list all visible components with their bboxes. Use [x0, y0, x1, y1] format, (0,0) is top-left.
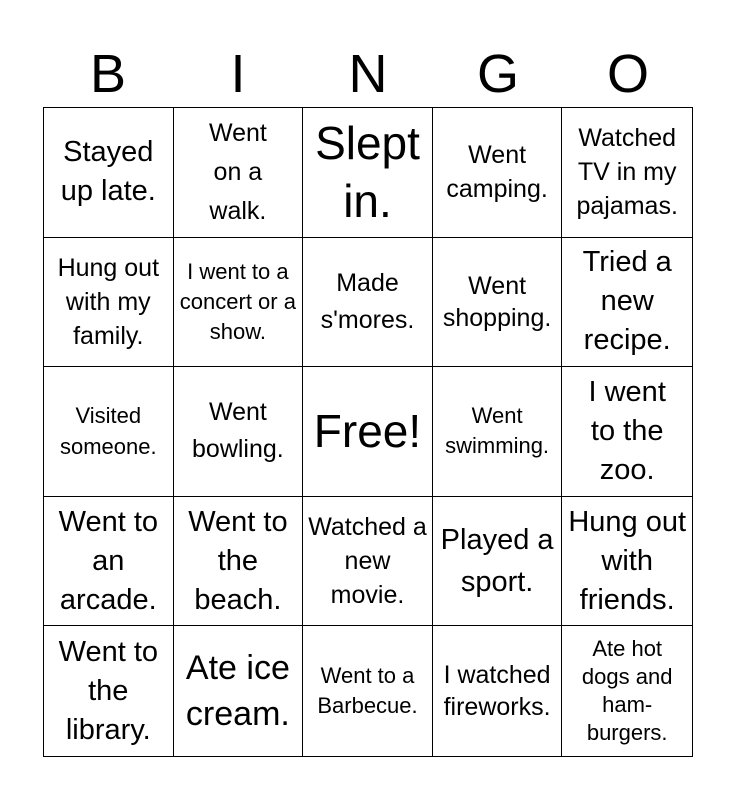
cell-text: Went to a Barbecue. [317, 663, 418, 719]
cell-text: I went to the zoo. [588, 375, 666, 486]
bingo-cell[interactable] [174, 108, 304, 238]
cell-text: Hung out with friends. [568, 505, 687, 616]
cell-text: Played a sport. [440, 524, 554, 599]
cell-text: Went bowling. [192, 398, 284, 464]
bingo-cell[interactable] [174, 238, 304, 368]
header-letter-n: N [348, 44, 388, 104]
cell-text: Slept in. [315, 117, 420, 228]
header-letter-g: G [476, 44, 519, 104]
cell-text: I watched fireworks. [443, 661, 551, 722]
header-letter-i: I [230, 44, 246, 104]
bingo-cell[interactable] [433, 367, 563, 497]
bingo-cell[interactable] [433, 108, 563, 238]
bingo-cell[interactable] [44, 626, 174, 756]
bingo-cell[interactable] [562, 238, 692, 368]
cell-text: Watched TV in my pajamas. [576, 124, 678, 221]
bingo-cell[interactable] [562, 497, 692, 627]
cell-text: Ate ice cream. [185, 649, 290, 734]
cell-text: I went to a concert or a show. [179, 258, 296, 344]
cell-text: Went to an arcade. [58, 505, 158, 616]
cell-text: Went camping. [446, 141, 548, 204]
bingo-cell[interactable] [303, 626, 433, 756]
bingo-board [43, 107, 693, 757]
bingo-cell[interactable] [44, 367, 174, 497]
bingo-cell[interactable] [44, 108, 174, 238]
cell-text: Stayed up late. [60, 136, 156, 208]
cell-text: Free! [313, 405, 422, 458]
cell-text: Hung out with my family. [57, 253, 160, 350]
cell-text: Went on a walk. [208, 118, 267, 225]
cell-text: Watched a new movie. [308, 513, 427, 610]
cell-text: Visited someone. [59, 403, 157, 460]
cell-text: Ate hot dogs and ham-burgers. [581, 636, 673, 746]
bingo-cell[interactable] [303, 497, 433, 627]
bingo-cell[interactable] [433, 626, 563, 756]
cell-text: Went swimming. [445, 403, 550, 459]
bingo-cell[interactable] [44, 238, 174, 368]
bingo-cell[interactable] [562, 367, 692, 497]
bingo-cell[interactable] [562, 108, 692, 238]
header-letter-b: B [89, 44, 127, 104]
bingo-cell[interactable] [433, 497, 563, 627]
cell-text: Tried a new recipe. [582, 246, 672, 357]
bingo-cell[interactable] [174, 497, 304, 627]
bingo-cell[interactable] [433, 238, 563, 368]
bingo-cell[interactable] [562, 626, 692, 756]
bingo-cell[interactable] [44, 497, 174, 627]
cell-text: Went to the beach. [188, 505, 288, 616]
cell-text: Went to the library. [58, 635, 158, 746]
bingo-header [43, 44, 693, 104]
bingo-cell[interactable] [303, 238, 433, 368]
bingo-cell[interactable] [303, 108, 433, 238]
bingo-cell[interactable] [174, 626, 304, 756]
bingo-cell[interactable] [174, 367, 304, 497]
free-space[interactable] [303, 367, 433, 497]
cell-text: Made s'mores. [320, 268, 415, 334]
header-letter-o: O [606, 44, 649, 104]
cell-text: Went shopping. [442, 271, 552, 332]
